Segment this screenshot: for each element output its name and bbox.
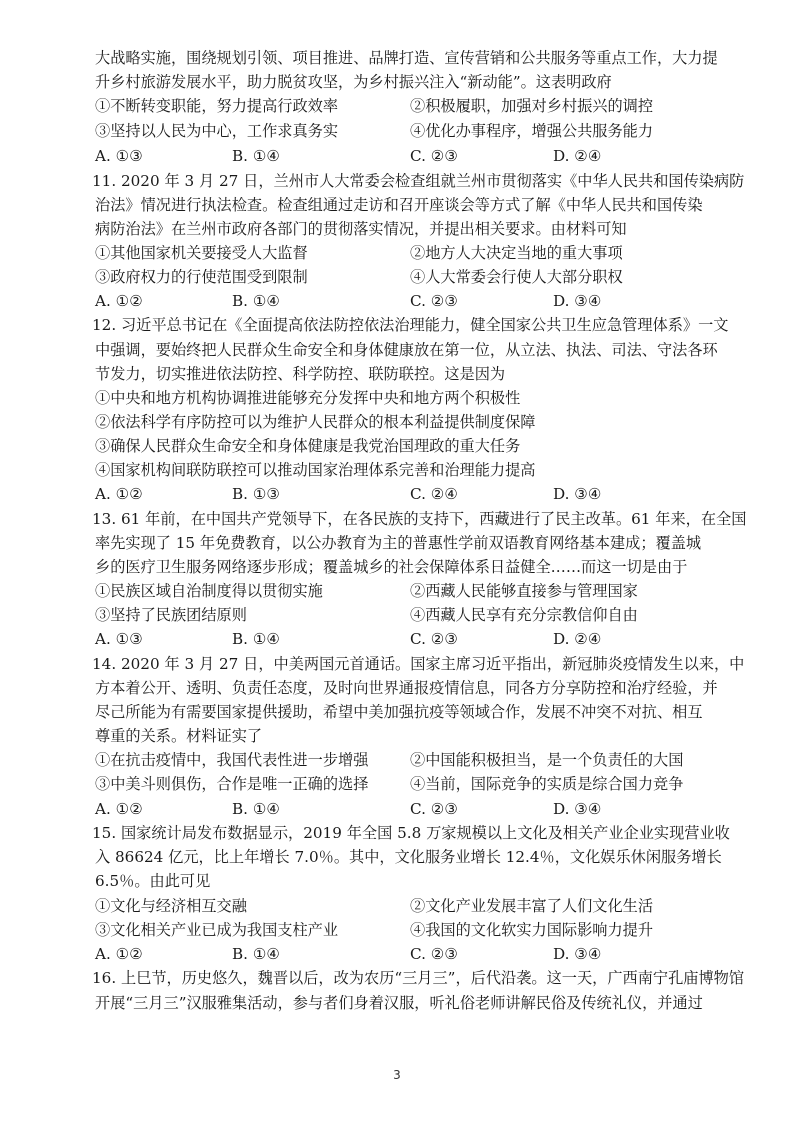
q10-option-3: ③坚持以人民为中心，工作求真务实 [95, 122, 338, 140]
q15-stem-line-3: 6.5％。由此可见 [95, 872, 211, 890]
q15-stem-line-1: 15. 国家统计局发布数据显示，2019 年全国 5.8 万家规模以上文化及相关产业企业实现营业收 [92, 824, 730, 842]
q13-answer-c: C. ②③ [410, 630, 458, 648]
q11-answer-c: C. ②③ [410, 292, 458, 310]
q10-stem-line-1: 大战略实施，围绕规划引领、项目推进、品牌打造、宣传营销和公共服务等重点工作，大力提 [95, 49, 718, 67]
q11-answer-d: D. ③④ [553, 292, 602, 310]
q11-answer-a: A. ①② [95, 292, 143, 310]
q13-stem-line-2: 率先实现了 15 年免费教育，以公办教育为主的普惠性学前双语教育网络基本建成；覆盖城 [95, 534, 702, 552]
q12-stem-line-2: 中强调，要始终把人民群众生命安全和身体健康放在第一位，从立法、执法、司法、守法各环 [95, 341, 718, 359]
q13-option-1: ①民族区域自治制度得以贯彻实施 [95, 582, 323, 600]
q14-stem-line-3: 尽己所能为有需要国家提供援助，希望中美加强抗疫等领域合作，发展不冲突不对抗、相互 [95, 703, 703, 721]
q15-option-2: ②文化产业发展丰富了人们文化生活 [410, 897, 653, 915]
q13-answer-b: B. ①④ [232, 630, 281, 648]
q10-option-4: ④优化办事程序，增强公共服务能力 [410, 122, 653, 140]
q12-stem-line-1: 12. 习近平总书记在《全面提高依法防控依法治理能力，健全国家公共卫生应急管理体系》一文 [92, 316, 729, 334]
q12-option-1: ①中央和地方机构协调推进能够充分发挥中央和地方两个积极性 [95, 389, 521, 407]
q13-answer-a: A. ①③ [95, 630, 143, 648]
q15-answer-c: C. ②③ [410, 945, 458, 963]
q11-stem-line-2: 治法》情况进行执法检查。检查组通过走访和召开座谈会等方式了解《中华人民共和国传染 [95, 196, 703, 214]
q15-answer-a: A. ①② [95, 945, 143, 963]
page-number: 3 [393, 1068, 401, 1082]
q15-stem-line-2: 入 86624 亿元，比上年增长 7.0％。其中，文化服务业增长 12.4％，文化娱乐休闲服务增长 [95, 848, 722, 866]
q11-option-1: ①其他国家机关要接受人大监督 [95, 244, 308, 262]
q10-answer-c: C. ②③ [410, 147, 458, 165]
q10-option-1: ①不断转变职能，努力提高行政效率 [95, 97, 338, 115]
q11-answer-b: B. ①④ [232, 292, 281, 310]
q14-stem-line-2: 方本着公开、透明、负责任态度，及时向世界通报疫情信息，同各方分享防控和治疗经验，并 [95, 679, 718, 697]
q15-option-1: ①文化与经济相互交融 [95, 897, 247, 915]
q10-option-2: ②积极履职，加强对乡村振兴的调控 [410, 97, 653, 115]
q11-stem-line-3: 病防治法》在兰州市政府各部门的贯彻落实情况，并提出相关要求。由材料可知 [95, 220, 627, 238]
q14-answer-d: D. ③④ [553, 800, 602, 818]
q14-stem-line-1: 14. 2020 年 3 月 27 日，中美两国元首通话。国家主席习近平指出，新冠肺炎疫情发生以来，中 [92, 655, 745, 673]
q12-option-4: ④国家机构间联防联控可以推动国家治理体系完善和治理能力提高 [95, 461, 536, 479]
q12-answer-d: D. ③④ [553, 485, 602, 503]
q12-option-2: ②依法科学有序防控可以为维护人民群众的根本利益提供制度保障 [95, 413, 536, 431]
q14-option-3: ③中美斗则俱伤，合作是唯一正确的选择 [95, 775, 369, 793]
q13-stem-line-3: 乡的医疗卫生服务网络逐步形成；覆盖城乡的社会保障体系日益健全……而这一切是由于 [95, 558, 688, 576]
q15-option-4: ④我国的文化软实力国际影响力提升 [410, 921, 653, 939]
q14-option-1: ①在抗击疫情中，我国代表性进一步增强 [95, 751, 369, 769]
q11-option-4: ④人大常委会行使人大部分职权 [410, 268, 623, 286]
q10-answer-b: B. ①④ [232, 147, 281, 165]
q11-stem-line-1: 11. 2020 年 3 月 27 日，兰州市人大常委会检查组就兰州市贯彻落实《中华人民共和国传染病防 [92, 172, 745, 190]
q14-answer-a: A. ①② [95, 800, 143, 818]
q13-stem-line-1: 13. 61 年前，在中国共产党领导下，在各民族的支持下，西藏进行了民主改革。61 年来，在全国 [92, 510, 747, 528]
q11-option-3: ③政府权力的行使范围受到限制 [95, 268, 308, 286]
q13-option-3: ③坚持了民族团结原则 [95, 606, 247, 624]
q11-option-2: ②地方人大决定当地的重大事项 [410, 244, 623, 262]
q12-answer-a: A. ①② [95, 485, 143, 503]
q10-answer-d: D. ②④ [553, 147, 602, 165]
q13-option-4: ④西藏人民享有充分宗教信仰自由 [410, 606, 638, 624]
q14-answer-b: B. ①④ [232, 800, 281, 818]
q15-answer-d: D. ③④ [553, 945, 602, 963]
q12-stem-line-3: 节发力，切实推进依法防控、科学防控、联防联控。这是因为 [95, 365, 506, 383]
q12-answer-b: B. ①③ [232, 485, 281, 503]
q14-option-2: ②中国能积极担当，是一个负责任的大国 [410, 751, 684, 769]
q16-stem-line-1: 16. 上巳节，历史悠久，魏晋以后，改为农历“三月三”，后代沿袭。这一天，广西南宁孔庙博物馆 [92, 969, 745, 987]
q14-option-4: ④当前，国际竞争的实质是综合国力竞争 [410, 775, 684, 793]
q14-stem-line-4: 尊重的关系。材料证实了 [95, 727, 263, 745]
q16-stem-line-2: 开展“三月三”汉服雅集活动，参与者们身着汉服，听礼俗老师讲解民俗及传统礼仪，并通过 [95, 994, 703, 1012]
q12-answer-c: C. ②④ [410, 485, 458, 503]
q13-answer-d: D. ②④ [553, 630, 602, 648]
q15-answer-b: B. ①④ [232, 945, 281, 963]
q15-option-3: ③文化相关产业已成为我国支柱产业 [95, 921, 338, 939]
q10-answer-a: A. ①③ [95, 147, 143, 165]
q10-stem-line-2: 升乡村旅游发展水平，助力脱贫攻坚，为乡村振兴注入“新动能”。这表明政府 [95, 73, 612, 91]
q12-option-3: ③确保人民群众生命安全和身体健康是我党治国理政的重大任务 [95, 437, 521, 455]
q14-answer-c: C. ②③ [410, 800, 458, 818]
q13-option-2: ②西藏人民能够直接参与管理国家 [410, 582, 638, 600]
